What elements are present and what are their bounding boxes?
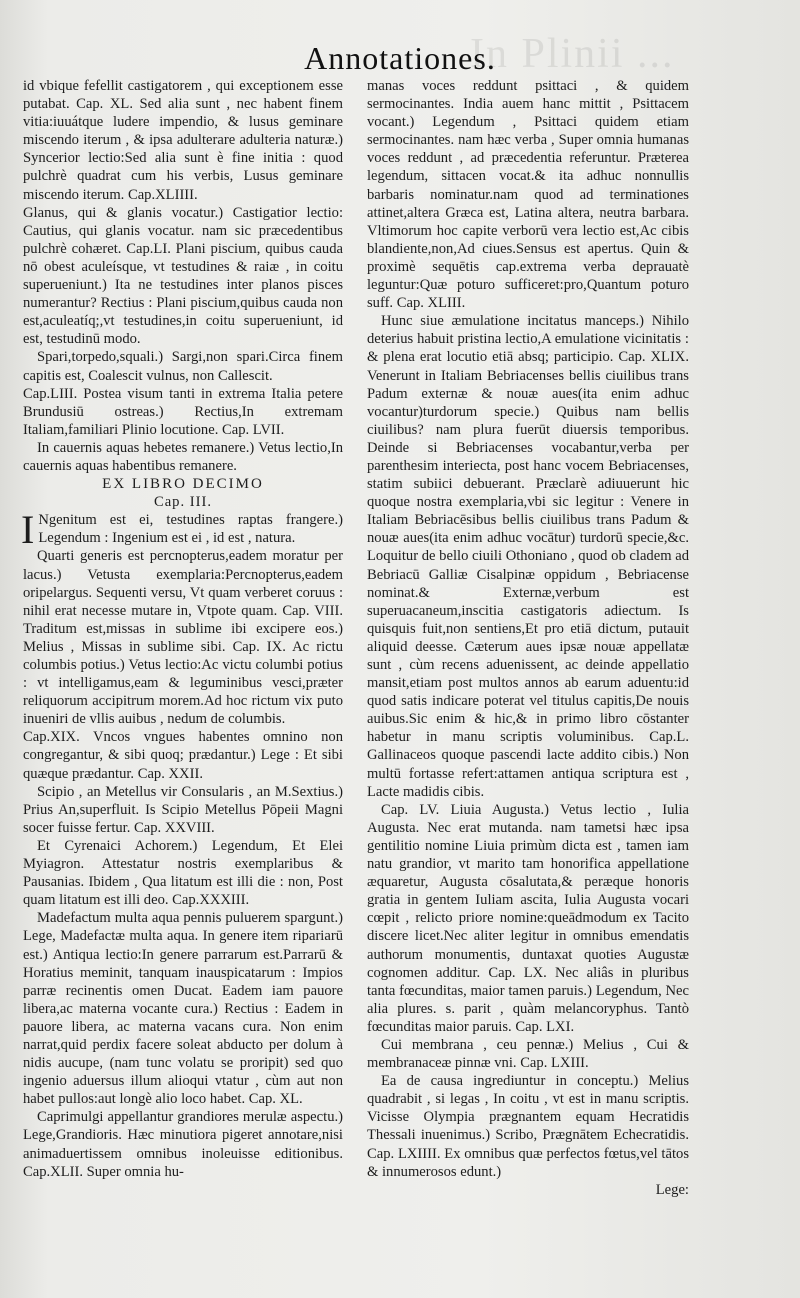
left-paragraph-10: Et Cyrenaici Achorem.) Legendum, Et Elei Myiagron. Attestatur nostris exemplaribus & Pausanias. Ibidem , Qua litatum est illi die : non, Post quam litatum est illi deo. Cap.XXXIII. (23, 837, 343, 909)
right-paragraph-3: Cap. LV. Liuia Augusta.) Vetus lectio , Iulia Augusta. Nec erat mutanda. nam tametsi hæc ipsa gentilitio nomine Liuia primùm dicta est , tamen iam natu grandior, vt marito tam honorifica appellatione æquaretur, Augusta cōsalutata,& peræque honoris gratia in gentem Iuliam ascita, Iulia Augusta vocari cœpit , relicto priore nomine:queādmodum ex Tacito discere licet.Nec aliter legitur in omnibus emendatis authorum monumentis, duntaxat quoties Augustæ cognomen additur. Cap. LX. Nec aliâs in pluribus tanta fœcunditas, maior tamen paruis.) Legendum, Nec alia plures. s. parit , quàm melancoryphus. Tantò fœcunditas maior paruis. Cap. LXI. (367, 801, 689, 1035)
left-paragraph-8: Cap.XIX. Vncos vngues habentes omnino non congregantur, & sibi quoq; prædantur.) Lege : Et sibi quæque prædantur. Cap. XXII. (23, 729, 343, 782)
show-through-text: In Plinii ... (470, 31, 675, 77)
left-paragraph-6 (21, 507, 343, 553)
running-header: Annotationes. (304, 40, 496, 76)
left-paragraph-11: Madefactum multa aqua pennis puluerem spargunt.) Lege, Madefactæ multa aqua. In genere item ripariarū est.) Antiqua lectio:In genere parrarum est.Parrarū & Horatius meminit, tanquam inauspicatarum : Impios parræ recinentis omen Ducat. Eadem iam pauore libera,ac materna vocante cura.) Rectius : Eadem in pauore libera, ac materna vacans cura. Non enim narrat,quid perdix facere soleat abducto per dolum à nidis aucupe, (nam tunc volatu se proripit) sed quo ingenio aduersus illum alioqui vtatur , cùm aut non habet pullos:aut longè alio loco habet. Cap. XL. (23, 910, 343, 1108)
section-title: EX LIBRO DECIMO (102, 476, 264, 493)
right-column (367, 77, 689, 1199)
left-paragraph-12: Caprimulgi appellantur grandiores merulæ aspectu.) Lege,Grandioris. Hæc minutiora pigeret annotare,nisi animaduertissem omnibus inoleuisse editionibus. Cap.XLII. Super omnia hu- (23, 1109, 343, 1180)
right-paragraph-4: Cui membrana , ceu pennæ.) Melius , Cui & membranaceæ pinnæ vni. Cap. LXIII. (367, 1036, 689, 1072)
catchword: Lege: (655, 1181, 689, 1198)
drop-initial: I (21, 507, 35, 553)
left-paragraph-5: In cauernis aquas hebetes remanere.) Vetus lectio,In cauernis aquas habentibus remanere. (23, 439, 343, 474)
left-paragraph-1: id vbique fefellit castigatorem , qui exceptionem esse putabat. Cap. XL. Sed alia sunt , nec habent finem vitia:iuuátque ludere impendio, & lusus geminare miscendo iterum , & ipsa adulterare adulteria naturæ.) Syncerior lectio:Sed alia sunt è fine initia : quod pulchrè quadrat cum his verbis, Lusus geminare miscendo iterum. Cap.XLIIII. (23, 78, 343, 203)
left-paragraph-6-text: Ngenitum est ei, testudines raptas frangere.) Legendum : Ingenium est ei , id est , natura. (38, 512, 343, 547)
left-column (23, 77, 343, 1181)
section-chapter: Cap. III. (153, 494, 213, 511)
left-paragraph-3: Spari,torpedo,squali.) Sargi,non spari.Circa finem capitis est, Coalescit vulnus, non Callescit. (23, 349, 343, 384)
left-paragraph-4: Cap.LIII. Postea visum tanti in extrema Italia petere Brundusiū ostreas.) Rectius,In extremam Italiam,familiari Plinio locutione. Cap. LVII. (23, 385, 343, 438)
right-paragraph-1: manas voces reddunt psittaci , & quidem sermocinantes. India auem hanc mittit , Psittacem vocant.) Legendum , Psittaci quidem etiam sermocinantes. nam hæc verba , Super omnia humanas voces reddunt , ad præcedentia referuntur. Præterea legendum, sittacen vocat.& ita adhuc nonnullis barbaris nominatur.nam quod ad terminationes attinet,altera Græca est, Latina altera, neutra barbara. Vltimorum hoc capite verborū vera lectio est,Ac cibis blandiente,non,Ad ciues.Sensus est apertus. Quin & proximè sequētis cap.extrema verba deprauatè leguntur:Quæ poturo sufficeret:pro,Quantum poturo suff. Cap. XLIII. (367, 78, 689, 312)
left-paragraph-2: Glanus, qui & glanis vocatur.) Castigatior lectio: Cautius, qui glanis vocatur. nam sic præcedentibus pulchrè cohæret. Cap.LI. Plani piscium, quibus cauda nō obest aculeísque, vt testudines & raiæ , in coitu superueniunt.) Ita ne testudines inter planos pisces numerantur? Rectius : Plani piscium,quibus cauda non est,aculeatíq;,vt testudines,in coitu superueniunt, id est, testudinū modo. (23, 204, 343, 348)
right-paragraph-5: Ea de causa ingrediuntur in conceptu.) Melius quadrabit , si legas , In coitu , vt est in manu scriptis. Vicisse Olympia prægnantem equam Hecratidis Thessali inuenimus.) Scribo, Prægnātem Echecratidis. Cap. LXIIII. Ex omnibus quæ perfectos fœtus,vel tātos & innumerosos edunt.) (367, 1073, 689, 1180)
right-paragraph-2: Hunc siue æmulatione incitatus manceps.) Nihilo deterius habuit pristina lectio,A emulatione vicinitatis : & plena erat locutio etiā absq; participio. Cap. XLIX. Venerunt in Italiam Bebriacenses bellis ciuilibus trans Padum externæ & nouæ aues(ita enim adhuc vocantur)turdorum specie.) Quibus nam bellis ciuilibus? nam plura fuerūt diuersis temporibus. Deinde si Bebriacenses vocabantur,verba per parenthesim interiecta, post hanc vocem Bebriacenses, statim subiici debuerant. Præclarè adiuuerunt hic quoque nostra exemplaria,vbi sic legitur : Venere in Italiam Bebriacēsibus bellis ciuilibus trans Padum & nouæ aues(ita enim adhuc vocātur) turdorū specie,&c. Loquitur de bello ciuili Othoniano , quod ob cladem ad Bebriacū Galliæ Cisalpinæ oppidum , Bebriacense nominat.& Externæ,verbum est superuacaneum,inscitia castigatoris adiectum. Is quisquis fuit,non sentiens,Et pro etiā dictum, putauit aliquid deesse. Cæterum aues ipsæ nouæ appellatæ sunt , cùm recens aduenissent, ac deinde appellatio mansit,etiam post multos annos ab earum aduentu:id quod satis indicare poterat vel titulus capitis,De nouis auibus.Sic enim & hic,& in primo libro cōstanter habetur in manu scriptis voluminibus. Cap.L. Gallinaceos quoque pascendi lacte addito cibis.) Non multū fortasse refert:attamen antiqua scriptura est , Lacte madidis cibis. (367, 313, 689, 800)
left-paragraph-7: Quarti generis est percnopterus,eadem moratur per lacus.) Vetusta exemplaria:Percnopterus,eadem oripelargus. Sequenti versu, Vt quam verberet coruus : nihil erat necesse mutare in, Vtpote quam. Cap. VIII. Traditum est,missas in sublime ibi excipere eos.) Melius , Missas in sublime sibi. Cap. IX. Ac rictu columbis potius.) Vetus lectio:Ac victu columbi potius : vt intelligamus,eam & leguminibus vesci,præter reliquorum accipitrum morem.Ad hoc rictum vix puto inueniri de vllis auibus , nedum de columbis. (23, 548, 343, 728)
left-paragraph-9: Scipio , an Metellus vir Consularis , an M.Sextius.) Prius An,superfluit. Is Scipio Metellus Pōpeii Magni socer fuisse fertur. Cap. XXVIII. (23, 783, 343, 836)
